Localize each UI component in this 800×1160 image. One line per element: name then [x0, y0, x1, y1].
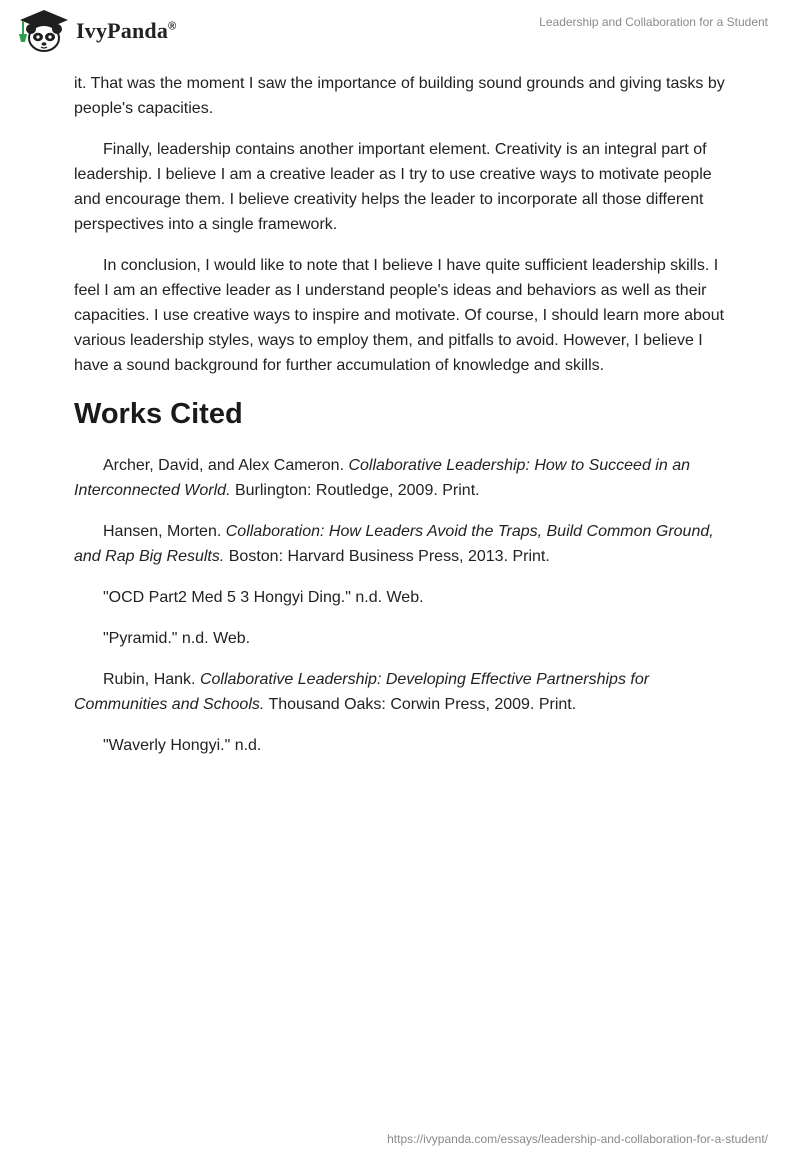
- citation-entry: "OCD Part2 Med 5 3 Hongyi Ding." n.d. Web.: [103, 589, 424, 606]
- body-paragraph: Finally, leadership contains another important element. Creativity is an integral part of leadership. I believe I am a creative leader as I try to use creative ways to motivate people and encourage them. I believe creativity helps the leader to incorporate all those different perspectives into a single framework.: [74, 141, 712, 233]
- body-paragraph: it. That was the moment I saw the importance of building sound grounds and giving tasks by people's capacities.: [74, 75, 725, 117]
- works-cited-heading: Works Cited: [74, 398, 243, 430]
- citation-entry: Hansen, Morten. Collaboration: How Leaders Avoid the Traps, Build Common Ground, and Rap Big Results. Boston: Harvard Business Press, 2013. Print.: [74, 523, 714, 565]
- ivypanda-logo[interactable]: [14, 8, 176, 54]
- citation-entry: "Waverly Hongyi." n.d.: [103, 737, 262, 754]
- essay-content: [74, 71, 734, 774]
- brand-name: IvyPanda®: [76, 18, 177, 43]
- citation-entry: Rubin, Hank. Collaborative Leadership: Developing Effective Partnerships for Communities and Schools. Thousand Oaks: Corwin Press, 2009. Print.: [74, 671, 650, 713]
- page-header: [0, 0, 800, 64]
- citation-entry: Archer, David, and Alex Cameron. Collaborative Leadership: How to Succeed in an Interconnected World. Burlington: Routledge, 2009. Print.: [74, 457, 690, 499]
- body-paragraph: In conclusion, I would like to note that I believe I have quite sufficient leadership skills. I feel I am an effective leader as I understand people's ideas and behaviors as well as their capacities. I use creative ways to inspire and motivate. Of course, I should learn more about various leadership styles, ways to employ them, and pitfalls to avoid. However, I believe I have a sound background for further accumulation of knowledge and skills.: [74, 257, 725, 374]
- panda-graduate-icon: [14, 8, 70, 54]
- source-url-link[interactable]: https://ivypanda.com/essays/leadership-and-collaboration-for-a-student/: [387, 1132, 768, 1146]
- citation-entry: "Pyramid." n.d. Web.: [103, 630, 251, 647]
- document-title: Leadership and Collaboration for a Student: [539, 15, 768, 29]
